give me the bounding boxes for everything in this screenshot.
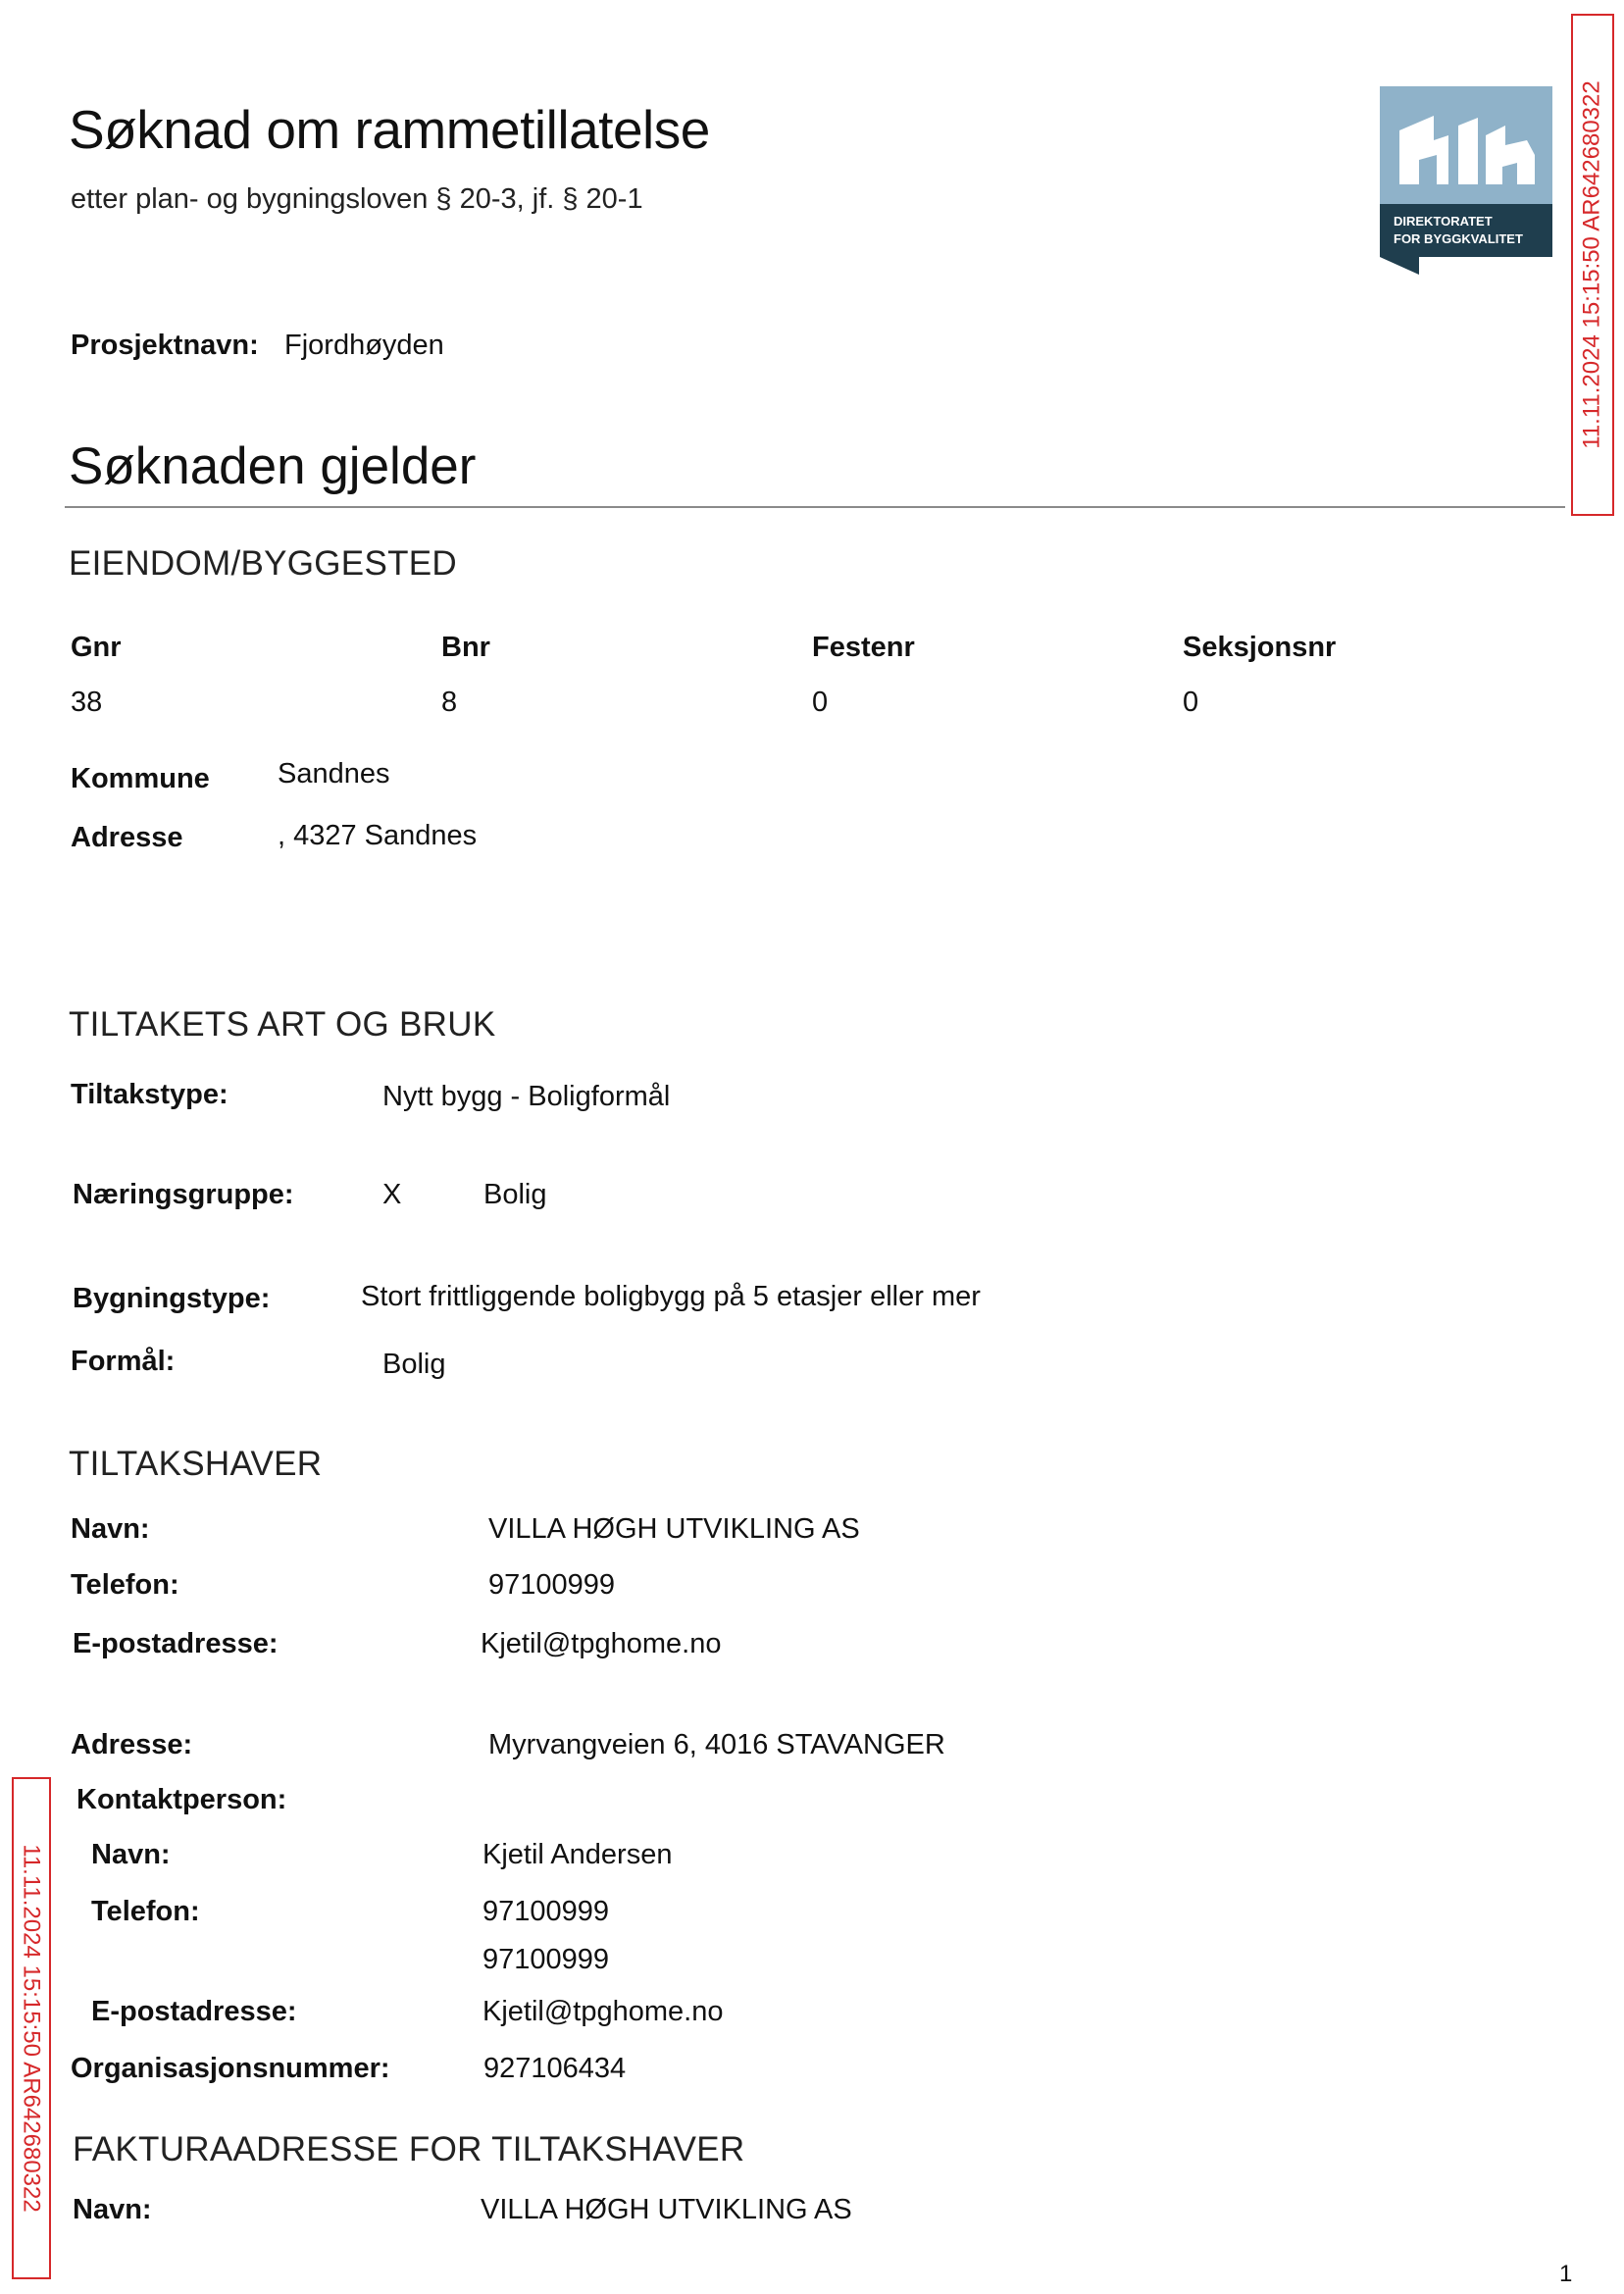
tiltakshaver-epost-value: Kjetil@tpghome.no (481, 1628, 722, 1659)
kontakt-telefon-value: 97100999 (482, 1896, 610, 1927)
tiltakshaver-telefon-value: 97100999 (488, 1569, 616, 1601)
orgnr-label: Organisasjonsnummer: (71, 2053, 390, 2084)
kommune-label: Kommune (71, 763, 210, 794)
tiltakshaver-adresse-value: Myrvangveien 6, 4016 STAVANGER (488, 1729, 945, 1760)
kontakt-telefon-value-2: 97100999 (482, 1944, 610, 1975)
project-name-label: Prosjektnavn: (71, 330, 259, 361)
naeringsgruppe-code: X (382, 1179, 402, 1210)
tiltakshaver-telefon-label: Telefon: (71, 1569, 179, 1601)
stamp-text: 11.11.2024 15:15:50 AR642680322 (19, 1844, 45, 2213)
kontakt-epost-label: E-postadresse: (91, 1996, 297, 2027)
logo-text-line2: FOR BYGGKVALITET (1394, 231, 1523, 246)
tiltak-heading: TILTAKETS ART OG BRUK (69, 1005, 496, 1044)
faktura-navn-value: VILLA HØGH UTVIKLING AS (481, 2194, 852, 2225)
tiltakshaver-navn-value: VILLA HØGH UTVIKLING AS (488, 1513, 860, 1545)
tiltakshaver-navn-label: Navn: (71, 1513, 150, 1545)
orgnr-value: 927106434 (483, 2053, 627, 2084)
faktura-navn-label: Navn: (73, 2194, 152, 2225)
kontakt-navn-value: Kjetil Andersen (482, 1839, 673, 1870)
seksjonsnr-value: 0 (1183, 687, 1199, 718)
timestamp-stamp-top (1571, 14, 1614, 516)
document-subtitle: etter plan- og bygningsloven § 20-3, jf. § 20-1 (71, 183, 643, 215)
bygningstype-label: Bygningstype: (73, 1283, 271, 1314)
kontakt-telefon-label: Telefon: (91, 1896, 200, 1927)
divider (65, 506, 1565, 508)
logo-text-line1: DIREKTORATET (1394, 214, 1493, 229)
formal-label: Formål: (71, 1346, 176, 1377)
seksjonsnr-label: Seksjonsnr (1183, 632, 1337, 663)
naeringsgruppe-value: Bolig (483, 1179, 547, 1210)
gnr-label: Gnr (71, 632, 122, 663)
page-number: 1 (1559, 2261, 1573, 2287)
bygningstype-value: Stort frittliggende boligbygg på 5 etasjer eller mer (361, 1281, 981, 1312)
tiltakstype-label: Tiltakstype: (71, 1079, 228, 1110)
timestamp-stamp-bottom (12, 1777, 51, 2279)
formal-value: Bolig (382, 1349, 446, 1380)
eiendom-heading: EIENDOM/BYGGESTED (69, 544, 457, 583)
tiltakstype-value: Nytt bygg - Boligformål (382, 1081, 671, 1112)
kontaktperson-label: Kontaktperson: (76, 1784, 287, 1815)
adresse-label: Adresse (71, 822, 183, 853)
tiltakshaver-epost-label: E-postadresse: (73, 1628, 279, 1659)
section-title: Søknaden gjelder (69, 437, 477, 495)
kontakt-navn-label: Navn: (91, 1839, 171, 1870)
bnr-value: 8 (441, 687, 458, 718)
kommune-value: Sandnes (278, 758, 390, 790)
festenr-label: Festenr (812, 632, 915, 663)
document-title: Søknad om rammetillatelse (69, 99, 710, 160)
bnr-label: Bnr (441, 632, 490, 663)
project-name-value: Fjordhøyden (284, 330, 444, 361)
gnr-value: 38 (71, 687, 103, 718)
dibk-logo (1380, 86, 1552, 283)
kontakt-epost-value: Kjetil@tpghome.no (482, 1996, 724, 2027)
naeringsgruppe-label: Næringsgruppe: (73, 1179, 294, 1210)
faktura-heading: FAKTURAADRESSE FOR TILTAKSHAVER (73, 2130, 745, 2168)
tiltakshaver-adresse-label: Adresse: (71, 1729, 193, 1760)
festenr-value: 0 (812, 687, 829, 718)
stamp-text: 11.11.2024 15:15:50 AR642680322 (1579, 80, 1605, 449)
adresse-value: , 4327 Sandnes (278, 820, 478, 851)
tiltakshaver-heading: TILTAKSHAVER (69, 1445, 323, 1483)
